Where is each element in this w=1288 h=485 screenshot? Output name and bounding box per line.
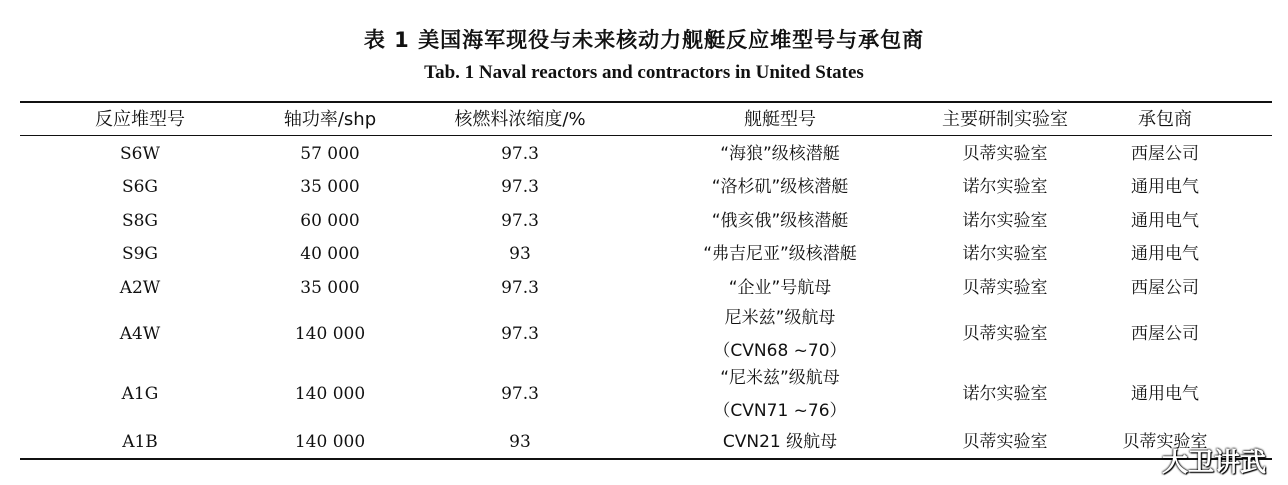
cell-ship-class (650, 362, 910, 426)
ship-class-line: “洛杉矶”级核潜艇 (711, 177, 849, 197)
cell-ship-class (650, 426, 910, 458)
header-contractor: 承包商 (1138, 108, 1192, 130)
table-row (20, 272, 1272, 305)
cell-enrichment: 97.3 (501, 144, 539, 164)
cell-reactor-model: S6W (120, 144, 160, 164)
cell-laboratory: 诺尔实验室 (962, 177, 1048, 197)
ship-class-line: “尼米兹”级航母 (720, 368, 840, 388)
cell-reactor-model: S9G (121, 244, 159, 264)
cell-laboratory: 贝蒂实验室 (962, 144, 1048, 164)
cell-shaft-power: 140 000 (294, 383, 366, 404)
cell-laboratory: 贝蒂实验室 (962, 278, 1048, 298)
cell-reactor-model: S8G (121, 211, 159, 231)
table-header-row (20, 103, 1272, 135)
cell-contractor: 通用电气 (1131, 211, 1199, 231)
cell-shaft-power: 40 000 (300, 244, 360, 264)
table-row (20, 138, 1272, 171)
cell-ship-class (650, 138, 910, 171)
cell-shaft-power: 35 000 (300, 278, 360, 298)
cell-reactor-model: S6G (121, 177, 159, 197)
cell-shaft-power: 35 000 (300, 177, 360, 197)
cell-ship-class (650, 238, 910, 271)
watermark: 大卫讲武 (1161, 448, 1266, 478)
cell-enrichment: 97.3 (501, 177, 539, 197)
cell-laboratory: 贝蒂实验室 (962, 324, 1048, 344)
header-reactor-model: 反应堆型号 (95, 108, 185, 130)
table-row (20, 171, 1272, 204)
cell-enrichment: 93 (509, 244, 531, 264)
cell-ship-class (650, 205, 910, 238)
cell-contractor: 通用电气 (1131, 177, 1199, 197)
ship-class-line: CVN21 级航母 (722, 431, 838, 452)
cell-shaft-power: 140 000 (294, 324, 366, 344)
cell-reactor-model: A4W (119, 324, 161, 344)
table-title-chinese: 表 1 美国海军现役与未来核动力舰艇反应堆型号与承包商 (363, 28, 925, 52)
cell-enrichment: 97.3 (501, 383, 539, 404)
cell-laboratory: 贝蒂实验室 (962, 431, 1048, 452)
cell-contractor: 西屋公司 (1131, 324, 1199, 344)
ship-class-line: “弗吉尼亚”级核潜艇 (703, 244, 857, 264)
cell-contractor: 西屋公司 (1131, 278, 1199, 298)
table-row (20, 362, 1272, 426)
cell-contractor: 贝蒂实验室 (1122, 431, 1208, 452)
table-row (20, 426, 1272, 458)
cell-enrichment: 97.3 (501, 278, 539, 298)
cell-shaft-power: 140 000 (294, 431, 366, 452)
table-bottom-rule (20, 458, 1272, 460)
cell-shaft-power: 60 000 (300, 211, 360, 231)
cell-reactor-model: A2W (119, 278, 161, 298)
cell-contractor: 通用电气 (1131, 244, 1199, 264)
table-header-rule (20, 135, 1272, 136)
table-title-english: Tab. 1 Naval reactors and contractors in United States (424, 62, 864, 83)
cell-reactor-model: A1G (121, 383, 159, 404)
table-row (20, 238, 1272, 271)
ship-class-line: （CVN68 ~70） (713, 340, 847, 361)
cell-contractor: 西屋公司 (1131, 144, 1199, 164)
cell-ship-class (650, 272, 910, 305)
cell-enrichment: 93 (509, 431, 531, 452)
cell-enrichment: 97.3 (501, 324, 539, 344)
ship-class-line: “俄亥俄”级核潜艇 (711, 211, 849, 231)
ship-class-line: “企业”号航母 (728, 278, 832, 298)
cell-ship-class (650, 307, 910, 362)
table-row (20, 205, 1272, 238)
ship-class-line: 尼米兹”级航母 (724, 307, 836, 328)
cell-contractor: 通用电气 (1131, 383, 1199, 404)
cell-ship-class (650, 171, 910, 204)
cell-laboratory: 诺尔实验室 (962, 244, 1048, 264)
cell-laboratory: 诺尔实验室 (962, 383, 1048, 404)
header-shaft-power: 轴功率/shp (283, 108, 377, 130)
header-laboratory: 主要研制实验室 (942, 108, 1068, 130)
header-ship-class: 舰艇型号 (744, 108, 816, 130)
cell-enrichment: 97.3 (501, 211, 539, 231)
table-row (20, 307, 1272, 362)
ship-class-line: “海狼”级核潜艇 (720, 144, 840, 164)
cell-shaft-power: 57 000 (300, 144, 360, 164)
ship-class-line: （CVN71 ~76） (713, 401, 847, 421)
cell-reactor-model: A1B (122, 431, 158, 452)
header-enrichment: 核燃料浓缩度/% (454, 108, 586, 130)
cell-laboratory: 诺尔实验室 (962, 211, 1048, 231)
